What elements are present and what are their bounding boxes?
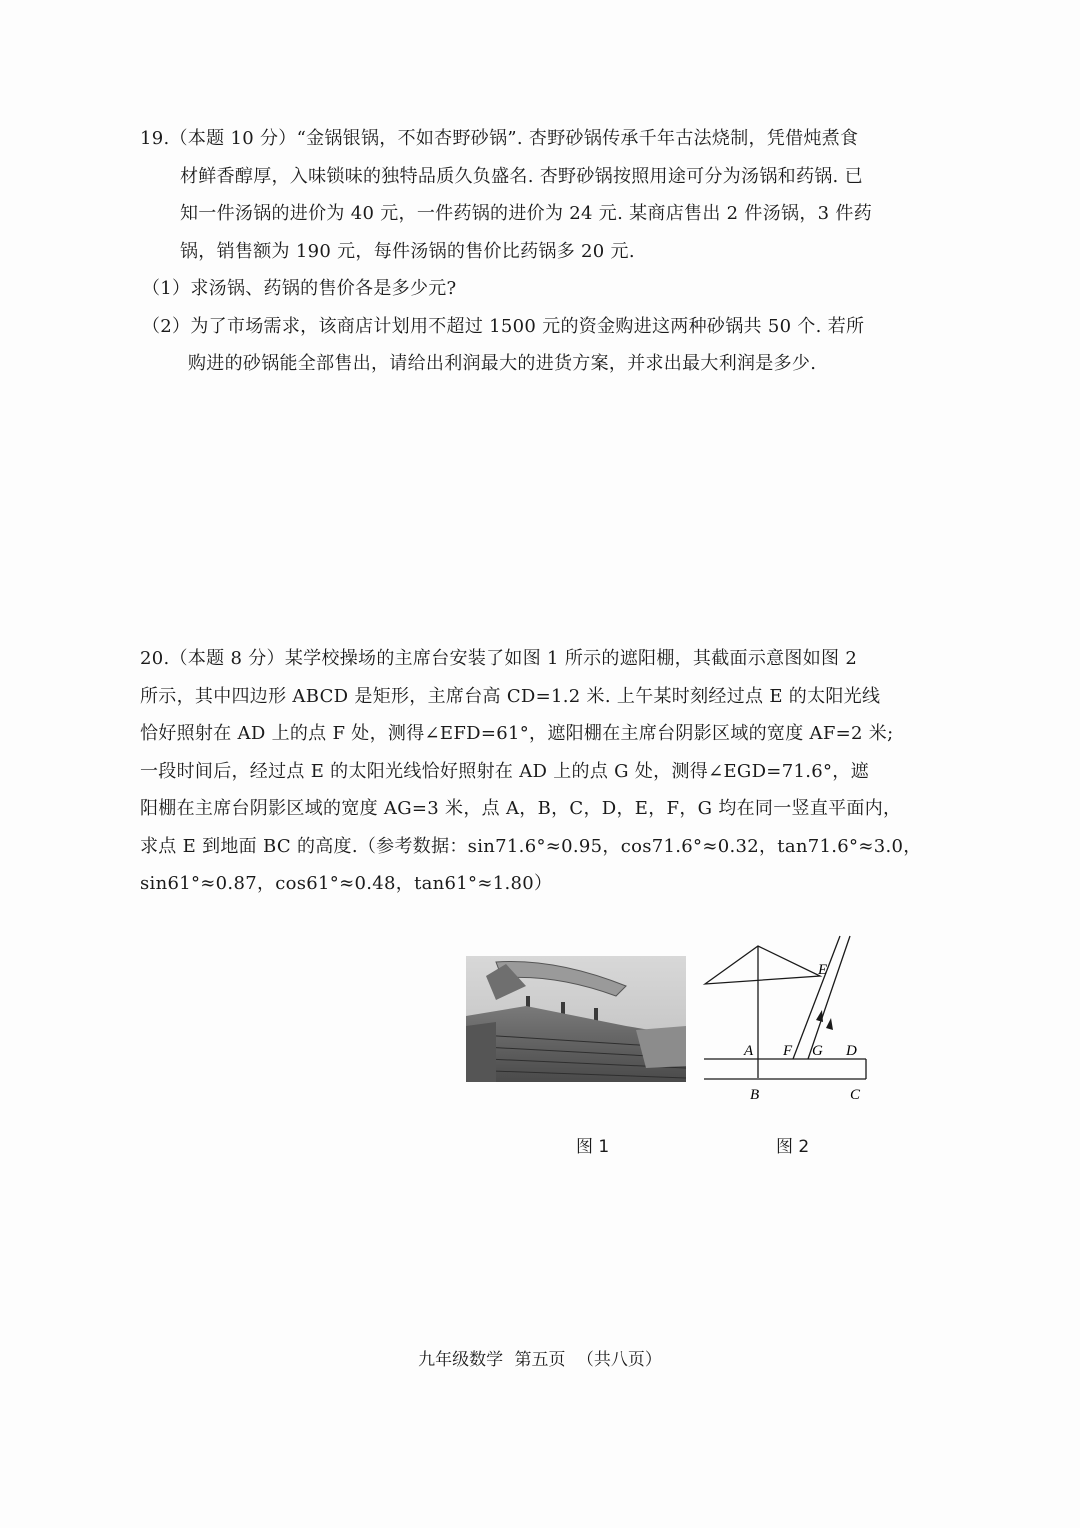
stairs [466, 1022, 496, 1082]
label-E: E [818, 962, 828, 978]
label-F: F [783, 1043, 793, 1059]
figure-2-diagram [700, 928, 900, 1128]
question-20 [140, 640, 930, 903]
q20-line-1: 20.（本题 8 分）某学校操场的主席台安装了如图 1 所示的遮阳棚，其截面示意图如图 2 [140, 648, 858, 669]
figure-1-photo [466, 956, 686, 1082]
q19-line-4: 锅，销售额为 190 元，每件汤锅的售价比药锅多 20 元. [180, 240, 635, 262]
question-19 [140, 120, 930, 383]
q19-sub-question-2-line-2: 购进的砂锅能全部售出，请给出利润最大的进货方案，并求出最大利润是多少. [188, 353, 817, 374]
ray-EG [808, 936, 850, 1059]
label-A: A [744, 1043, 754, 1059]
label-B: B [750, 1087, 760, 1103]
q20-line-5: 阳棚在主席台阴影区域的宽度 AG=3 米，点 A，B，C，D，E，F，G 均在同一竖直平面内， [140, 798, 902, 819]
q19-sub-question-2-line-1: （2）为了市场需求，该商店计划用不超过 1500 元的资金购进这两种砂锅共 50 个. 若所 [142, 315, 865, 337]
q19-line-3: 知一件汤锅的进价为 40 元，一件药锅的进价为 24 元. 某商店售出 2 件汤锅，3 件药 [180, 203, 873, 224]
arrow-ray-EG [826, 1018, 833, 1030]
q20-line-4: 一段时间后，经过点 E 的太阳光线恰好照射在 AD 上的点 G 处，测得∠EGD=71.6°，遮 [140, 760, 869, 782]
page-footer: 九年级数学 第五页 （共八页） [418, 1350, 662, 1370]
q19-line-2: 材鲜香醇厚，入味锁味的独特品质久负盛名. 杏野砂锅按照用途可分为汤锅和药锅. 已 [180, 165, 863, 187]
figure-area [460, 920, 920, 1170]
q20-line-3: 恰好照射在 AD 上的点 F 处，测得∠EFD=61°，遮阳棚在主席台阴影区域的宽度 AF=2 米; [140, 723, 894, 744]
figure-2-caption: 图 2 [776, 1137, 810, 1157]
q20-line-6: 求点 E 到地面 BC 的高度.（参考数据：sin71.6°≈0.95，cos71.6°≈0.32，tan71.6°≈3.0， [140, 835, 922, 857]
label-C: C [850, 1087, 861, 1103]
label-G: G [812, 1043, 823, 1059]
q19-line-1: 19.（本题 10 分）“金锅银锅，不如杏野砂锅”. 杏野砂锅传承千年古法烧制，凭借炖煮食 [140, 128, 859, 149]
q20-line-7: sin61°≈0.87，cos61°≈0.48，tan61°≈1.80） [140, 873, 553, 894]
label-D: D [846, 1043, 857, 1059]
q20-line-2: 所示，其中四边形 ABCD 是矩形，主席台高 CD=1.2 米. 上午某时刻经过点 E 的太阳光线 [140, 685, 881, 707]
figure-1-caption: 图 1 [576, 1137, 610, 1157]
arrow-ray-EF [816, 1010, 823, 1022]
ray-EF [793, 936, 840, 1059]
q19-sub-question-1: （1）求汤锅、药锅的售价各是多少元? [142, 278, 457, 299]
awning-triangle [705, 946, 820, 984]
